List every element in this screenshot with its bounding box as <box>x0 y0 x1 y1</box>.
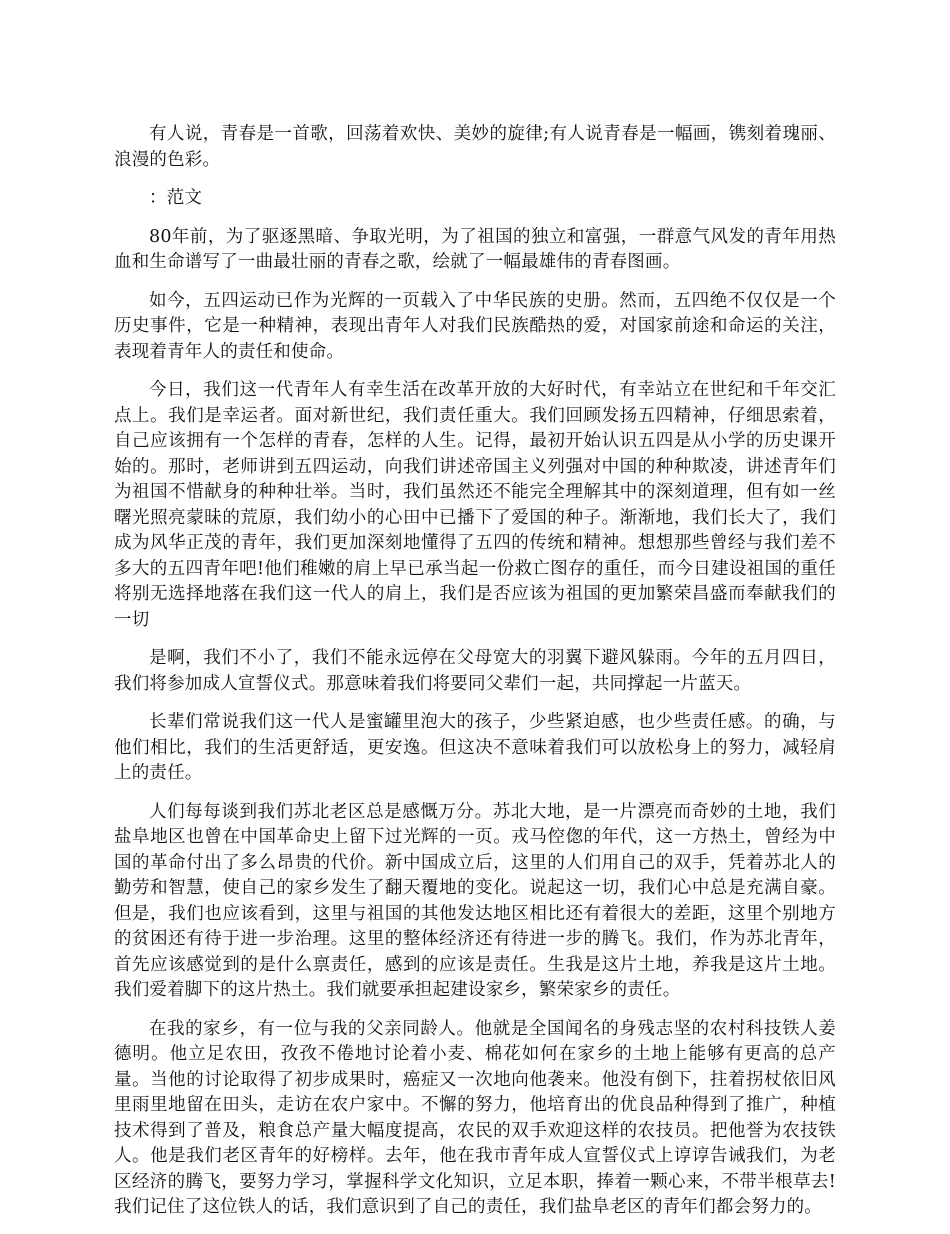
paragraph: 今日，我们这一代青年人有幸生活在改革开放的大好时代，有幸站立在世纪和千年交汇点上。我们是幸运者。面对新世纪，我们责任重大。我们回顾发扬五四精神，仔细思索着，自己应该拥有一个怎样的青春，怎样的人生。记得，最初开始认识五四是从小学的历史课开始的。那时，老师讲到五四运动，向我们讲述帝国主义列强对中国的种种欺凌，讲述青年们为祖国不惜献身的种种壮举。当时，我们虽然还不能完全理解其中的深刻道理，但有如一丝曙光照亮蒙昧的荒原，我们幼小的心田中已播下了爱国的种子。渐渐地，我们长大了，我们成为风华正茂的青年，我们更加深刻地懂得了五四的传统和精神。想想那些曾经与我们差不多大的五四青年吧!他们稚嫩的肩上早已承当起一份救亡图存的重任，而今日建设祖国的重任将别无选择地落在我们这一代人的肩上，我们是否应该为祖国的更加繁荣昌盛而奉献我们的一切 <box>114 380 836 630</box>
paragraph: 在我的家乡，有一位与我的父亲同龄人。他就是全国闻名的身残志坚的农村科技铁人姜德明。他立足农田，孜孜不倦地讨论着小麦、棉花如何在家乡的土地上能够有更高的总产量。当他的讨论取得了初步成果时，癌症又一次地向他袭来。他没有倒下，拄着拐杖依旧风里雨里地留在田头，走访在农户家中。不懈的努力，他培育出的优良品种得到了推广，种植技术得到了普及，粮食总产量大幅度提高，农民的双手欢迎这样的农技员。把他誉为农技铁人。他是我们老区青年的好榜样。去年，他在我市青年成人宣誓仪式上谆谆告诫我们，为老区经济的腾飞，要努力学习，掌握科学文化知识，立足本职，捧着一颗心来，不带半根草去!我们记住了这位铁人的话，我们意识到了自己的责任，我们盐阜老区的青年们都会努力的。 <box>114 1018 836 1217</box>
paragraph: 是啊，我们不小了，我们不能永远停在父母宽大的羽翼下避风躲雨。今年的五月四日，我们将参加成人宣誓仪式。那意味着我们将要同父辈们一起，共同撑起一片蓝天。 <box>114 648 836 694</box>
paragraph: 长辈们常说我们这一代人是蜜罐里泡大的孩子，少些紧迫感，也少些责任感。的确，与他们相比，我们的生活更舒适，更安逸。但这决不意味着我们可以放松身上的努力，减轻肩上的责任。 <box>114 712 836 783</box>
paragraph-label: ：范文 <box>149 188 203 208</box>
paragraph: 如今，五四运动已作为光辉的一页载入了中华民族的史册。然而，五四绝不仅仅是一个历史事件，它是一种精神，表现出青年人对我们民族酷热的爱，对国家前途和命运的关注，表现着青年人的责任和使命。 <box>114 290 836 362</box>
paragraph: 人们每每谈到我们苏北老区总是感慨万分。苏北大地，是一片漂亮而奇妙的土地，我们盐阜地区也曾在中国革命史上留下过光辉的一页。戎马倥偬的年代，这一方热土，曾经为中国的革命付出了多么昂贵的代价。新中国成立后，这里的人们用自己的双手，凭着苏北人的勤劳和智慧，使自己的家乡发生了翻天覆地的变化。说起这一切，我们心中总是充满自豪。但是，我们也应该看到，这里与祖国的其他发达地区相比还有着很大的差距，这里个别地方的贫困还有待于进一步治理。这里的整体经济还有待进一步的腾飞。我们，作为苏北青年，首先应该感觉到的是什么禀责任，感到的应该是责任。生我是这片土地，养我是这片土地。我们爱着脚下的这片热土。我们就要承担起建设家乡，繁荣家乡的责任。 <box>114 801 836 1000</box>
paragraph-intro: 有人说，青春是一首歌，回荡着欢快、美妙的旋律;有人说青春是一幅画，镌刻着瑰丽、浪漫的色彩。 <box>114 124 836 170</box>
document-body <box>114 122 836 1234</box>
paragraph: 80年前，为了驱逐黑暗、争取光明，为了祖国的独立和富强，一群意气风发的青年用热血和生命谱写了一曲最壮丽的青春之歌，绘就了一幅最雄伟的青春图画。 <box>114 226 836 272</box>
